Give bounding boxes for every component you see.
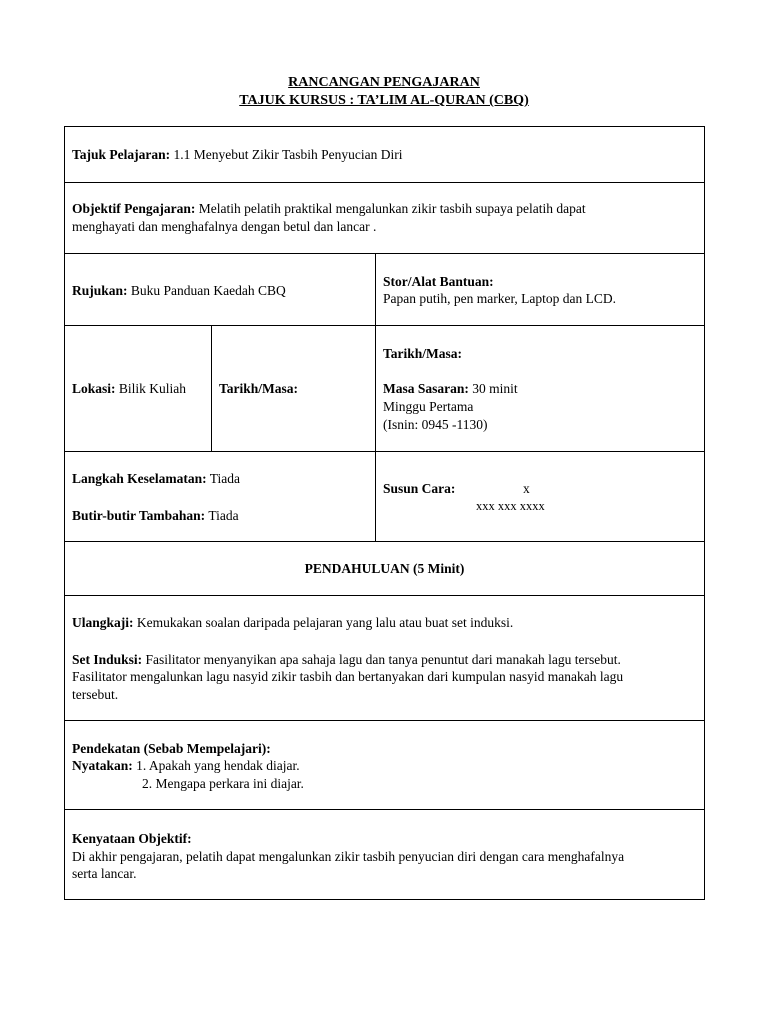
- langkah-text: [72, 470, 240, 487]
- set-induksi-line1: Fasilitator menyanyikan apa sahaja lagu dan tanya penuntut dari manakah lagu tersebut.: [145, 652, 621, 667]
- pendahuluan-heading-text: PENDAHULUAN (5 Minit): [304, 561, 465, 576]
- lokasi-divider: [211, 325, 212, 452]
- butir-value: Tiada: [208, 508, 239, 523]
- set-induksi-text: [72, 651, 621, 668]
- kenyataan-heading-text: Kenyataan Objektif:: [72, 831, 192, 846]
- set-induksi-line2: Fasilitator mengalunkan lagu nasyid zikir tasbih dan bertanyakan dari kumpulan nasyid manakah lagu: [72, 669, 624, 684]
- document-title: RANCANGAN PENGAJARAN: [288, 75, 480, 90]
- tarikh-divider: [375, 325, 376, 452]
- susun-seats: xxx xxx xxxx: [476, 499, 545, 513]
- kenyataan-line1: Di akhir pengajaran, pelatih dapat mengalunkan zikir tasbih penyucian diri dengan cara menghafalnya: [72, 849, 625, 864]
- kenyataan-heading: [72, 830, 192, 847]
- susun-label: [383, 480, 455, 497]
- document-subtitle: TAJUK KURSUS : TA’LIM AL-QURAN (CBQ): [239, 93, 529, 108]
- langkah-divider: [375, 451, 376, 542]
- tajuk-label: Tajuk Pelajaran:: [72, 147, 171, 162]
- pendahuluan-heading: [64, 560, 705, 577]
- susun-mark: x: [523, 481, 530, 496]
- butir-text: [72, 507, 239, 524]
- set-induksi-label: Set Induksi:: [72, 652, 143, 667]
- isnin-text: (Isnin: 0945 -1130): [383, 417, 488, 432]
- set-induksi-line3: tersebut.: [72, 687, 119, 702]
- masa-sasaran-label: Masa Sasaran:: [383, 381, 469, 396]
- tarikh-mid-label: [219, 380, 298, 397]
- susun-label-text: Susun Cara:: [383, 481, 456, 496]
- tajuk-text: [72, 146, 403, 163]
- rujukan-label: Rujukan:: [72, 283, 128, 298]
- pendekatan-heading-text: Pendekatan (Sebab Mempelajari):: [72, 741, 271, 756]
- objektif-line1: Melatih pelatih praktikal mengalunkan zikir tasbih supaya pelatih dapat: [198, 201, 586, 216]
- lokasi-value: Bilik Kuliah: [118, 381, 187, 396]
- masa-sasaran-value: 30 minit: [472, 381, 518, 396]
- stor-label: [383, 273, 494, 290]
- ulangkaji-value: Kemukakan soalan daripada pelajaran yang lalu atau buat set induksi.: [136, 615, 514, 630]
- stor-label-text: Stor/Alat Bantuan:: [383, 274, 494, 289]
- langkah-value: Tiada: [209, 471, 241, 486]
- tarikh-right-label: [383, 345, 462, 362]
- minggu-text: Minggu Pertama: [383, 399, 474, 414]
- ulangkaji-label: Ulangkaji:: [72, 615, 134, 630]
- nyatakan-item2: 2. Mengapa perkara ini diajar.: [142, 776, 304, 791]
- tajuk-value: 1.1 Menyebut Zikir Tasbih Penyucian Diri: [173, 147, 403, 162]
- lokasi-label: Lokasi:: [72, 381, 116, 396]
- tarikh-right-label-text: Tarikh/Masa:: [383, 346, 463, 361]
- langkah-label: Langkah Keselamatan:: [72, 471, 207, 486]
- objektif-line2: menghayati dan menghafalnya dengan betul dan lancar .: [72, 219, 377, 234]
- tarikh-mid-label-text: Tarikh/Masa:: [219, 381, 299, 396]
- butir-label: Butir-butir Tambahan:: [72, 508, 206, 523]
- pendekatan-heading: [72, 740, 271, 757]
- stor-value: Papan putih, pen marker, Laptop dan LCD.: [383, 291, 617, 306]
- rujukan-divider: [375, 253, 376, 326]
- nyatakan-item1: 1. Apakah yang hendak diajar.: [136, 758, 300, 773]
- rujukan-text: [72, 282, 286, 299]
- nyatakan-label: Nyatakan:: [72, 758, 133, 773]
- nyatakan-text: [72, 757, 300, 774]
- objektif-text: [72, 200, 586, 217]
- kenyataan-line2: serta lancar.: [72, 866, 137, 881]
- lokasi-text: [72, 380, 186, 397]
- ulangkaji-text: [72, 614, 513, 631]
- rujukan-value: Buku Panduan Kaedah CBQ: [130, 283, 286, 298]
- masa-sasaran: [383, 380, 518, 397]
- objektif-label: Objektif Pengajaran:: [72, 201, 196, 216]
